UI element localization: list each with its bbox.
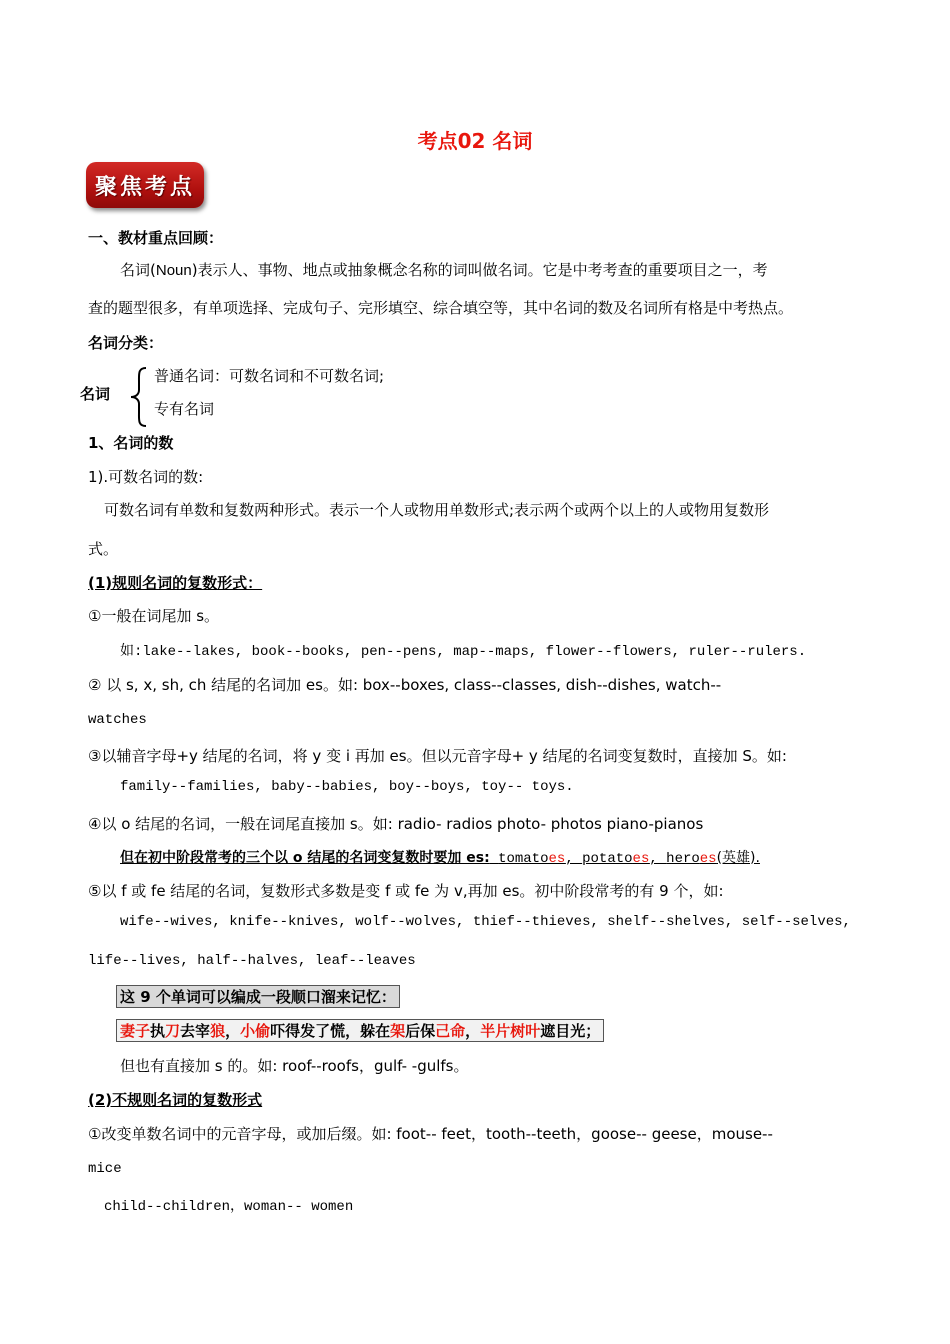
classification-heading: 名词分类： (88, 334, 164, 352)
intro-text-a: 名词( (120, 261, 156, 279)
word-sep: , (649, 851, 667, 867)
rule-1: ①一般在词尾加 s。 (88, 607, 220, 625)
intro-line-2: 查的题型很多，有单项选择、完成句子、完形填空、综合填空等，其中名词的数及名词所有格是中考热点。 (88, 299, 794, 317)
classification-item-proper: 专有名词 (154, 400, 215, 418)
rule-1-examples: 如:lake--lakes, book--books, pen--pens, map--maps, flower--flowers, ruler--rulers. (120, 644, 807, 660)
rule-3-examples: family--families, baby--babies, boy--boys, toy-- toys. (120, 779, 574, 795)
word-suffix: es (632, 851, 650, 867)
focus-badge (86, 162, 204, 208)
irregular-plural-heading: (2)不规则名词的复数形式 (88, 1091, 263, 1109)
mnemonic-segment: 小偷 (240, 1022, 271, 1040)
mnemonic-segment: 架 (390, 1022, 406, 1040)
countable-desc-line-1: 可数名词有单数和复数两种形式。表示一个人或物用单数形式;表示两个或两个以上的人或物用复数形 (104, 501, 770, 519)
mnemonic-segment: 执 (150, 1022, 166, 1040)
mnemonic-segment: 半片树叶 (480, 1022, 541, 1040)
rule-5-examples-line-2: life--lives, half--halves, leaf--leaves (88, 953, 416, 969)
word-heroes (666, 851, 716, 867)
section-heading-review: 一、教材重点回顾： (88, 229, 224, 247)
intro-line-1 (120, 259, 768, 280)
mnemonic-segment: 吓得发了慌，躲在 (270, 1022, 391, 1040)
mnemonic-segment: 后保 (405, 1022, 436, 1040)
word-sep: , (565, 851, 583, 867)
rule-3: ③以辅音字母+y 结尾的名词，将 y 变 i 再加 es。但以元音字母+ y 结尾的名词变复数时，直接加 S。如: (88, 747, 787, 765)
irregular-rule-1-line-2: mice (88, 1161, 122, 1177)
word-tomatoes (498, 851, 582, 867)
rule-2-line-2: watches (88, 712, 147, 728)
countable-desc-line-2: 式。 (88, 540, 119, 558)
intro-noun-word: Noun (155, 262, 192, 279)
mnemonic-segment: 狼 (210, 1022, 226, 1040)
word-stem: tomato (498, 851, 549, 867)
rule-5: ⑤以 f 或 fe 结尾的名词，复数形式多数是变 f 或 fe 为 v,再加 es。初中阶段常考的有 9 个，如: (88, 882, 724, 900)
page-title: 考点02 名词 (417, 129, 533, 153)
word-suffix: es (548, 851, 566, 867)
rule-5-exception: 但也有直接加 s 的。如: roof--roofs，gulf- -gulfs。 (120, 1057, 469, 1075)
rule-4-tail: (英雄). (716, 850, 760, 866)
mnemonic-intro: 这 9 个单词可以编成一段顺口溜来记忆： (116, 985, 400, 1008)
mnemonic-segment: ， (225, 1022, 241, 1040)
mnemonic-segment: 刀 (165, 1022, 181, 1040)
mnemonic-segment: 遮目光； (540, 1022, 601, 1040)
mnemonic-rhyme (116, 1019, 604, 1042)
mnemonic-segment: ， (465, 1022, 481, 1040)
focus-badge-label: 聚焦考点 (94, 173, 195, 200)
rule-4-note: 但在初中阶段常考的三个以 o 结尾的名词变复数时要加 es: (120, 850, 490, 866)
rule-4: ④以 o 结尾的名词，一般在词尾直接加 s。如: radio- radios photo- photos piano-pianos (88, 815, 704, 833)
rule-4-note-line (120, 847, 760, 867)
classification-item-common: 普通名词：可数名词和不可数名词; (154, 367, 385, 385)
rule-2-line-1: ② 以 s, x, sh, ch 结尾的名词加 es。如: box--boxes, class--classes, dish--dishes, watch-- (88, 676, 722, 694)
word-potatoes (582, 851, 666, 867)
classification-label: 名词 (80, 385, 111, 403)
rule-5-examples-line-1: wife--wives, knife--knives, wolf--wolves, thief--thieves, shelf--shelves, self--selves, (120, 914, 851, 930)
irregular-rule-1-line-3: child--children，woman-- women (104, 1199, 354, 1215)
regular-plural-heading: (1)规则名词的复数形式： (88, 574, 263, 592)
left-brace-icon (128, 366, 150, 428)
word-stem: potato (582, 851, 633, 867)
word-stem: hero (666, 851, 700, 867)
mnemonic-segment: 己命 (435, 1022, 466, 1040)
mnemonic-segment: 去宰 (180, 1022, 211, 1040)
countable-heading: 1).可数名词的数: (88, 468, 204, 486)
word-suffix: es (699, 851, 717, 867)
number-heading: 1、名词的数 (88, 434, 174, 452)
irregular-rule-1-line-1: ①改变单数名词中的元音字母，或加后缀。如: foot-- feet，tooth--teeth，goose-- geese，mouse-- (88, 1125, 773, 1143)
mnemonic-segment: 妻子 (120, 1022, 151, 1040)
intro-text-b: )表示人、事物、地点或抽象概念名称的词叫做名词。它是中考考查的重要项目之一，考 (191, 261, 768, 279)
